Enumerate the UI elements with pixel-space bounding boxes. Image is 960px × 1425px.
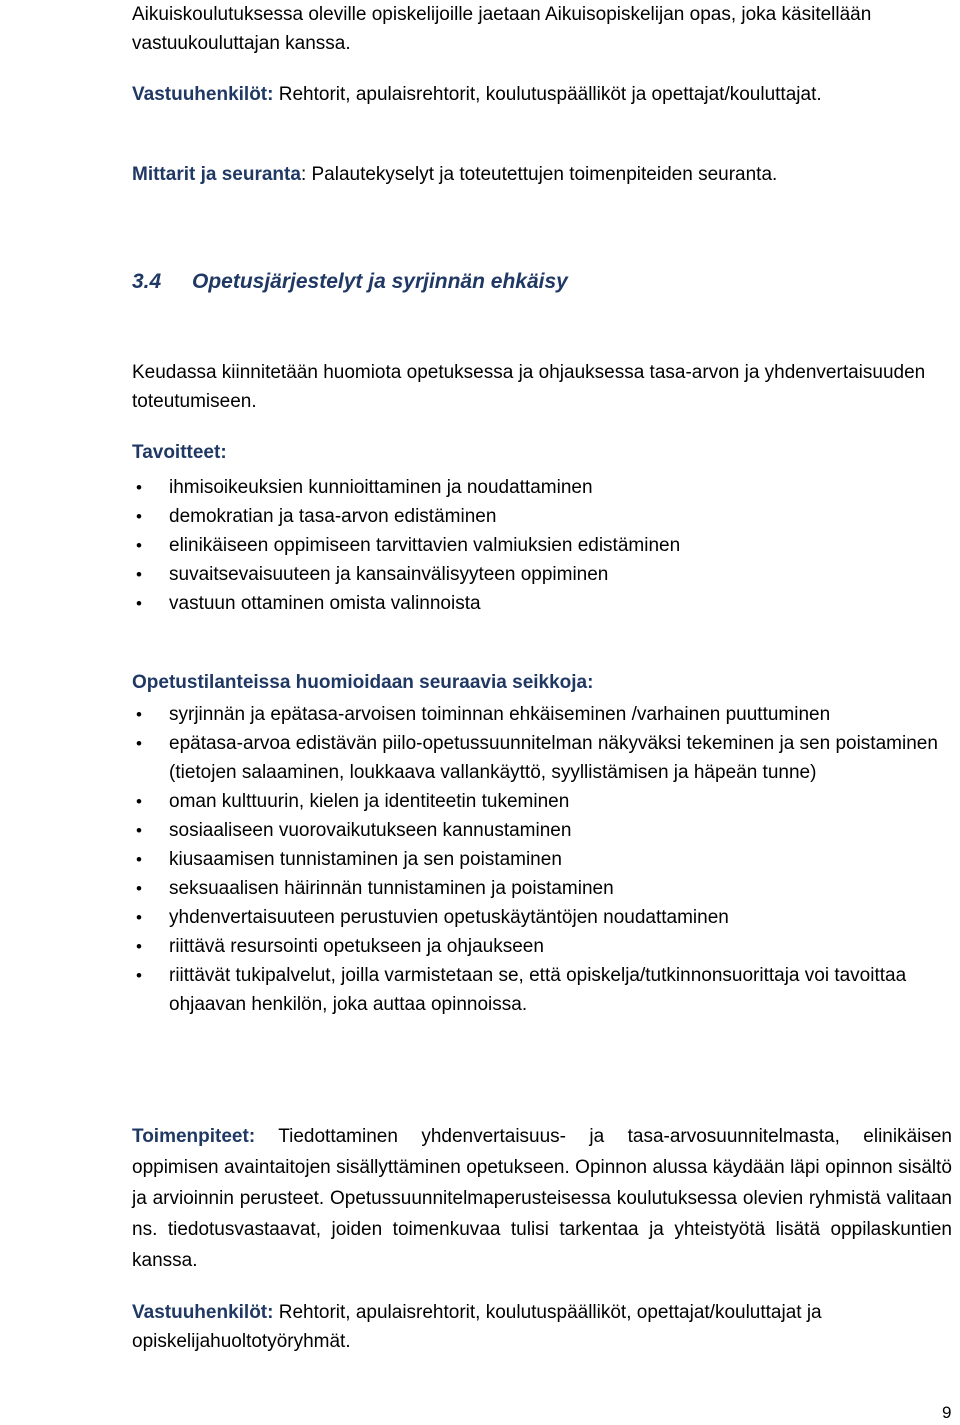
metrics-text: : Palautekyselyt ja toteutettujen toimenpiteiden seuranta. <box>300 164 778 185</box>
section-intro-paragraph <box>132 358 952 416</box>
list-item: • syrjinnän ja epätasa-arvoisen toiminnan ehkäiseminen /varhainen puuttuminen <box>132 700 960 729</box>
section-title: Opetusjärjestelyt ja syrjinnän ehkäisy <box>192 270 568 293</box>
list-item: • suvaitsevaisuuteen ja kansainvälisyyteen oppiminen <box>132 560 960 589</box>
list-item: • sosiaaliseen vuorovaikutukseen kannustaminen <box>132 816 960 845</box>
list-item: • kiusaamisen tunnistaminen ja sen poistaminen <box>132 845 960 874</box>
list-item: • seksuaalisen häirinnän tunnistaminen ja poistaminen <box>132 874 960 903</box>
list-item: • oman kulttuurin, kielen ja identiteetin tukeminen <box>132 787 960 816</box>
page-number: 9 <box>942 1403 952 1422</box>
bullet-icon: • <box>136 937 142 956</box>
responsible-label-2: Vastuuhenkilöt: <box>132 1302 274 1323</box>
bullet-icon: • <box>136 734 142 753</box>
responsible-label-1: Vastuuhenkilöt: <box>132 84 274 105</box>
list-item: • vastuun ottaminen omista valinnoista <box>132 589 960 618</box>
metrics-paragraph <box>132 160 952 189</box>
bullet-icon: • <box>136 850 142 869</box>
list-item: • riittävät tukipalvelut, joilla varmistetaan se, että opiskelja/tutkinnonsuorittaja voi tavoittaa ohjaavan henkilön, joka auttaa opinnoissa. <box>132 961 960 1019</box>
list-item: • yhdenvertaisuuteen perustuvien opetuskäytäntöjen noudattaminen <box>132 903 960 932</box>
teaching-list <box>132 700 960 1019</box>
goals-heading <box>132 438 952 467</box>
goals-label: Tavoitteet: <box>132 442 227 463</box>
bullet-icon: • <box>136 821 142 840</box>
list-item: • ihmisoikeuksien kunnioittaminen ja noudattaminen <box>132 473 960 502</box>
metrics-label: Mittarit ja seuranta <box>132 164 301 185</box>
bullet-icon: • <box>136 565 142 584</box>
bullet-icon: • <box>136 908 142 927</box>
bullet-icon: • <box>136 966 142 985</box>
bullet-icon: • <box>136 705 142 724</box>
list-item: • epätasa-arvoa edistävän piilo-opetussuunnitelman näkyväksi tekeminen ja sen poistaminen (tietojen salaaminen, loukkaava vallankäyttö, syyllistämisen ja häpeän tunne) <box>132 729 960 787</box>
bullet-icon: • <box>136 879 142 898</box>
bullet-icon: • <box>136 507 142 526</box>
goals-list <box>132 473 960 618</box>
section-heading <box>132 267 568 297</box>
responsible-text-2: Rehtorit, apulaisrehtorit, koulutuspäälliköt, opettajat/kouluttajat ja opiskelijahuoltotyöryhmät. <box>132 1302 822 1352</box>
bullet-icon: • <box>136 792 142 811</box>
list-item: • elinikäiseen oppimiseen tarvittavien valmiuksien edistäminen <box>132 531 960 560</box>
intro-text: Aikuiskoulutuksessa oleville opiskelijoille jaetaan Aikuisopiskelijan opas, joka käsitellään vastuukouluttajan kanssa. <box>132 4 872 54</box>
intro-paragraph <box>132 0 952 58</box>
actions-label: Toimenpiteet: <box>132 1126 256 1147</box>
section-number: 3.4 <box>132 270 162 293</box>
list-item: • riittävä resursointi opetukseen ja ohjaukseen <box>132 932 960 961</box>
responsible-paragraph-1 <box>132 80 952 109</box>
responsible-text-1: Rehtorit, apulaisrehtorit, koulutuspäälliköt ja opettajat/kouluttajat. <box>273 84 822 105</box>
responsible-paragraph-2 <box>132 1298 952 1356</box>
bullet-icon: • <box>136 536 142 555</box>
actions-paragraph <box>132 1121 952 1276</box>
teaching-label: Opetustilanteissa huomioidaan seuraavia seikkoja: <box>132 672 594 693</box>
bullet-icon: • <box>136 478 142 497</box>
actions-text: Tiedottaminen yhdenvertaisuus- ja tasa-arvosuunnitelmasta, elinikäisen oppimisen avaintaitojen sisällyttäminen opetukseen. Opinnon alussa käydään läpi opinnon sisältö ja arvioinnin perusteet. Opetussuunnitelmaperusteisessa koulutuksessa olevien ryhmistä valitaan ns. tiedotusvastaavat, joiden toimenkuvaa tulisi tarkentaa ja yhteistyötä lisätä oppilaskuntien kanssa. <box>132 1126 952 1271</box>
teaching-heading <box>132 668 952 697</box>
list-item: • demokratian ja tasa-arvon edistäminen <box>132 502 960 531</box>
bullet-icon: • <box>136 594 142 613</box>
section-intro-text: Keudassa kiinnitetään huomiota opetuksessa ja ohjauksessa tasa-arvon ja yhdenvertaisuuden toteutumiseen. <box>132 362 926 412</box>
